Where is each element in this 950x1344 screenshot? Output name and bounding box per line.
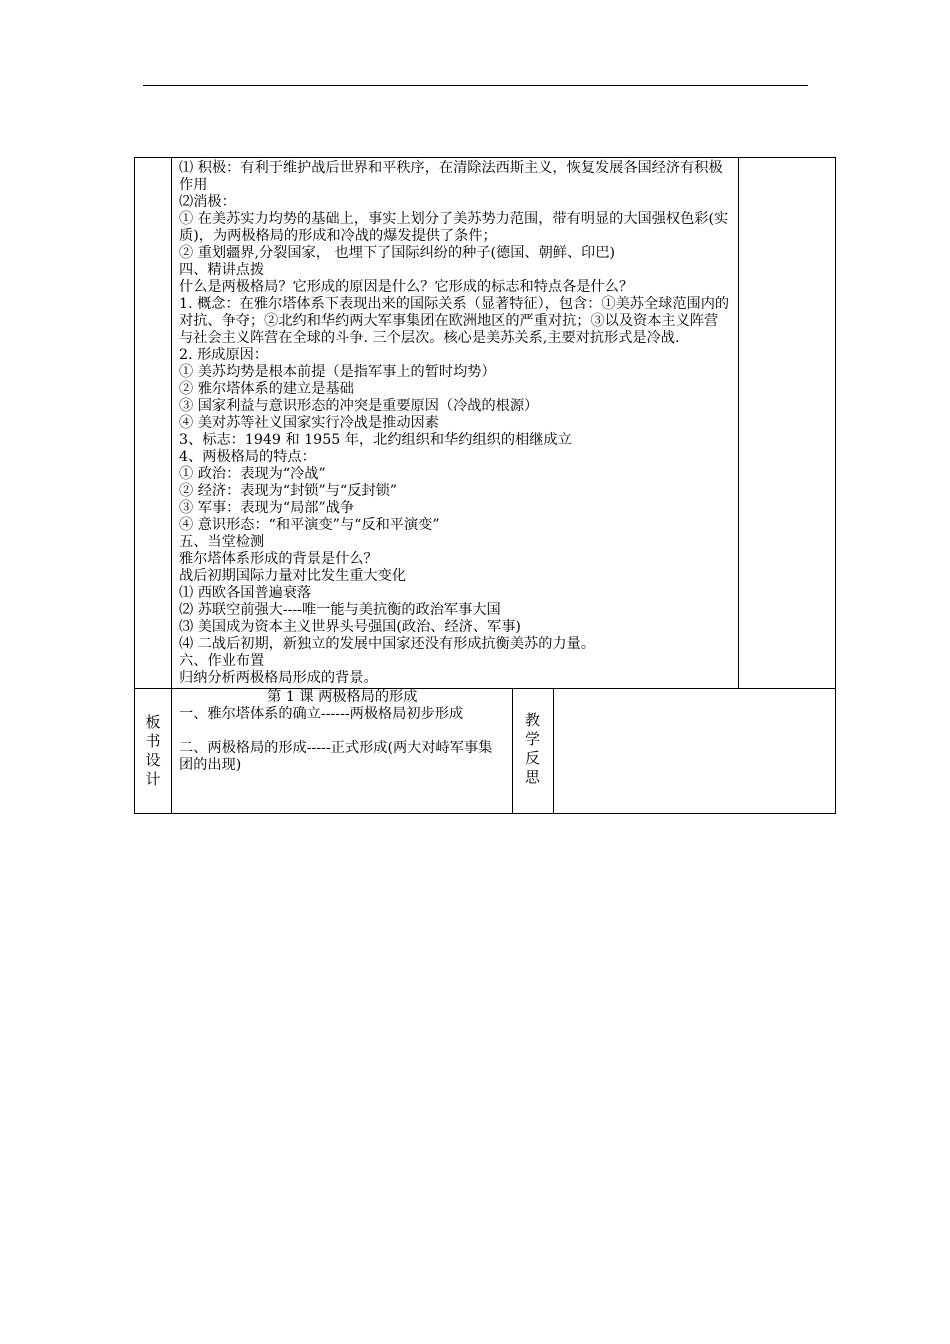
content-line: 战后初期国际力量对比发生重大变化 xyxy=(179,568,407,584)
content-line: ③ 国家利益与意识形态的冲突是重要原因（冷战的根源） xyxy=(179,398,539,414)
content-line: ⑶ 美国成为资本主义世界头号强国(政治、经济、军事) xyxy=(179,619,521,635)
content-line: 雅尔塔体系形成的背景是什么？ xyxy=(179,551,378,567)
content-line: ⑵ 苏联空前强大----唯一能与美抗衡的政治军事大国 xyxy=(179,602,501,618)
content-line: ⑴ 积极：有利于维护战后世界和平秩序，在清除法西斯主义，恢复发展各国经济有积极作用 xyxy=(179,160,723,193)
header-rule xyxy=(143,85,808,86)
content-line: ① 美苏均势是根本前提（是指军事上的暂时均势） xyxy=(179,364,496,380)
content-line: 3、标志：1949 和 1955 年，北约组织和华约组织的相继成立 xyxy=(179,432,572,448)
content-row xyxy=(135,158,836,689)
content-line: ② 雅尔塔体系的建立是基础 xyxy=(179,381,354,397)
label-char: 板 xyxy=(145,713,161,731)
board-label xyxy=(135,689,171,789)
section-heading: 四、精讲点拨 xyxy=(179,262,265,278)
label-char: 学 xyxy=(525,730,541,748)
content-line: ⑴ 西欧各国普遍衰落 xyxy=(179,585,312,601)
lesson-plan-table xyxy=(134,157,836,814)
board-title: 第 1 课 两极格局的形成 xyxy=(267,689,418,705)
section-heading: 五、当堂检测 xyxy=(179,534,265,550)
content-line: ① 在美苏实力均势的基础上，事实上划分了美苏势力范围，带有明显的大国强权色彩(实质)，为两极格局的形成和冷战的爆发提供了条件； xyxy=(179,211,729,244)
section-heading: 六、作业布置 xyxy=(179,653,265,669)
content-line: ④ 意识形态：“和平演变”与“反和平演变” xyxy=(179,517,440,533)
content-line: ③ 军事：表现为“局部”战争 xyxy=(179,500,355,516)
board-content-cell xyxy=(172,689,512,814)
board-line: 二、两极格局的形成-----正式形成(两大对峙军事集团的出现) xyxy=(179,740,493,773)
board-label-cell xyxy=(135,689,172,814)
label-char: 反 xyxy=(525,749,541,767)
reflection-content-cell xyxy=(553,689,835,814)
content-line: 2. 形成原因： xyxy=(179,347,269,363)
content-line: ② 重划疆界,分裂国家， 也埋下了国际纠纷的种子(德国、朝鲜、印巴) xyxy=(179,245,616,261)
board-line: 一、雅尔塔体系的确立------两极格局初步形成 xyxy=(179,706,464,722)
main-content-cell xyxy=(172,158,739,689)
label-char: 设 xyxy=(145,751,161,769)
reflection-label xyxy=(513,689,553,787)
content-line: ⑷ 二战后初期，新独立的发展中国家还没有形成抗衡美苏的力量。 xyxy=(179,636,595,652)
label-char: 书 xyxy=(145,732,161,750)
content-line: 1. 概念：在雅尔塔体系下表现出来的国际关系（显著特征），包含：①美苏全球范围内的对抗、争夺；②北约和华约两大军事集团在欧洲地区的严重对抗；③以及资本主义阵营与社会主义阵营在全球的斗争. 三个层次。核心是美苏关系,主要对抗形式是冷战. xyxy=(179,296,730,346)
content-line: 归纳分析两极格局形成的背景。 xyxy=(179,670,378,686)
label-char: 思 xyxy=(525,768,541,786)
board-row xyxy=(135,689,836,814)
right-blank-cell xyxy=(738,158,835,689)
content-line: ⑵消极： xyxy=(179,194,236,210)
content-line: ① 政治：表现为“冷战” xyxy=(179,466,326,482)
label-char: 计 xyxy=(145,770,161,788)
content-line: ④ 美对苏等社义国家实行冷战是推动因素 xyxy=(179,415,439,431)
left-blank-cell xyxy=(135,158,172,689)
reflection-label-cell xyxy=(512,689,553,814)
content-line: 4、两极格局的特点： xyxy=(179,449,316,465)
content-line: ② 经济：表现为“封锁”与“反封锁” xyxy=(179,483,398,499)
label-char: 教 xyxy=(525,711,541,729)
content-line: 什么是两极格局？它形成的原因是什么？它形成的标志和特点各是什么？ xyxy=(179,279,634,295)
